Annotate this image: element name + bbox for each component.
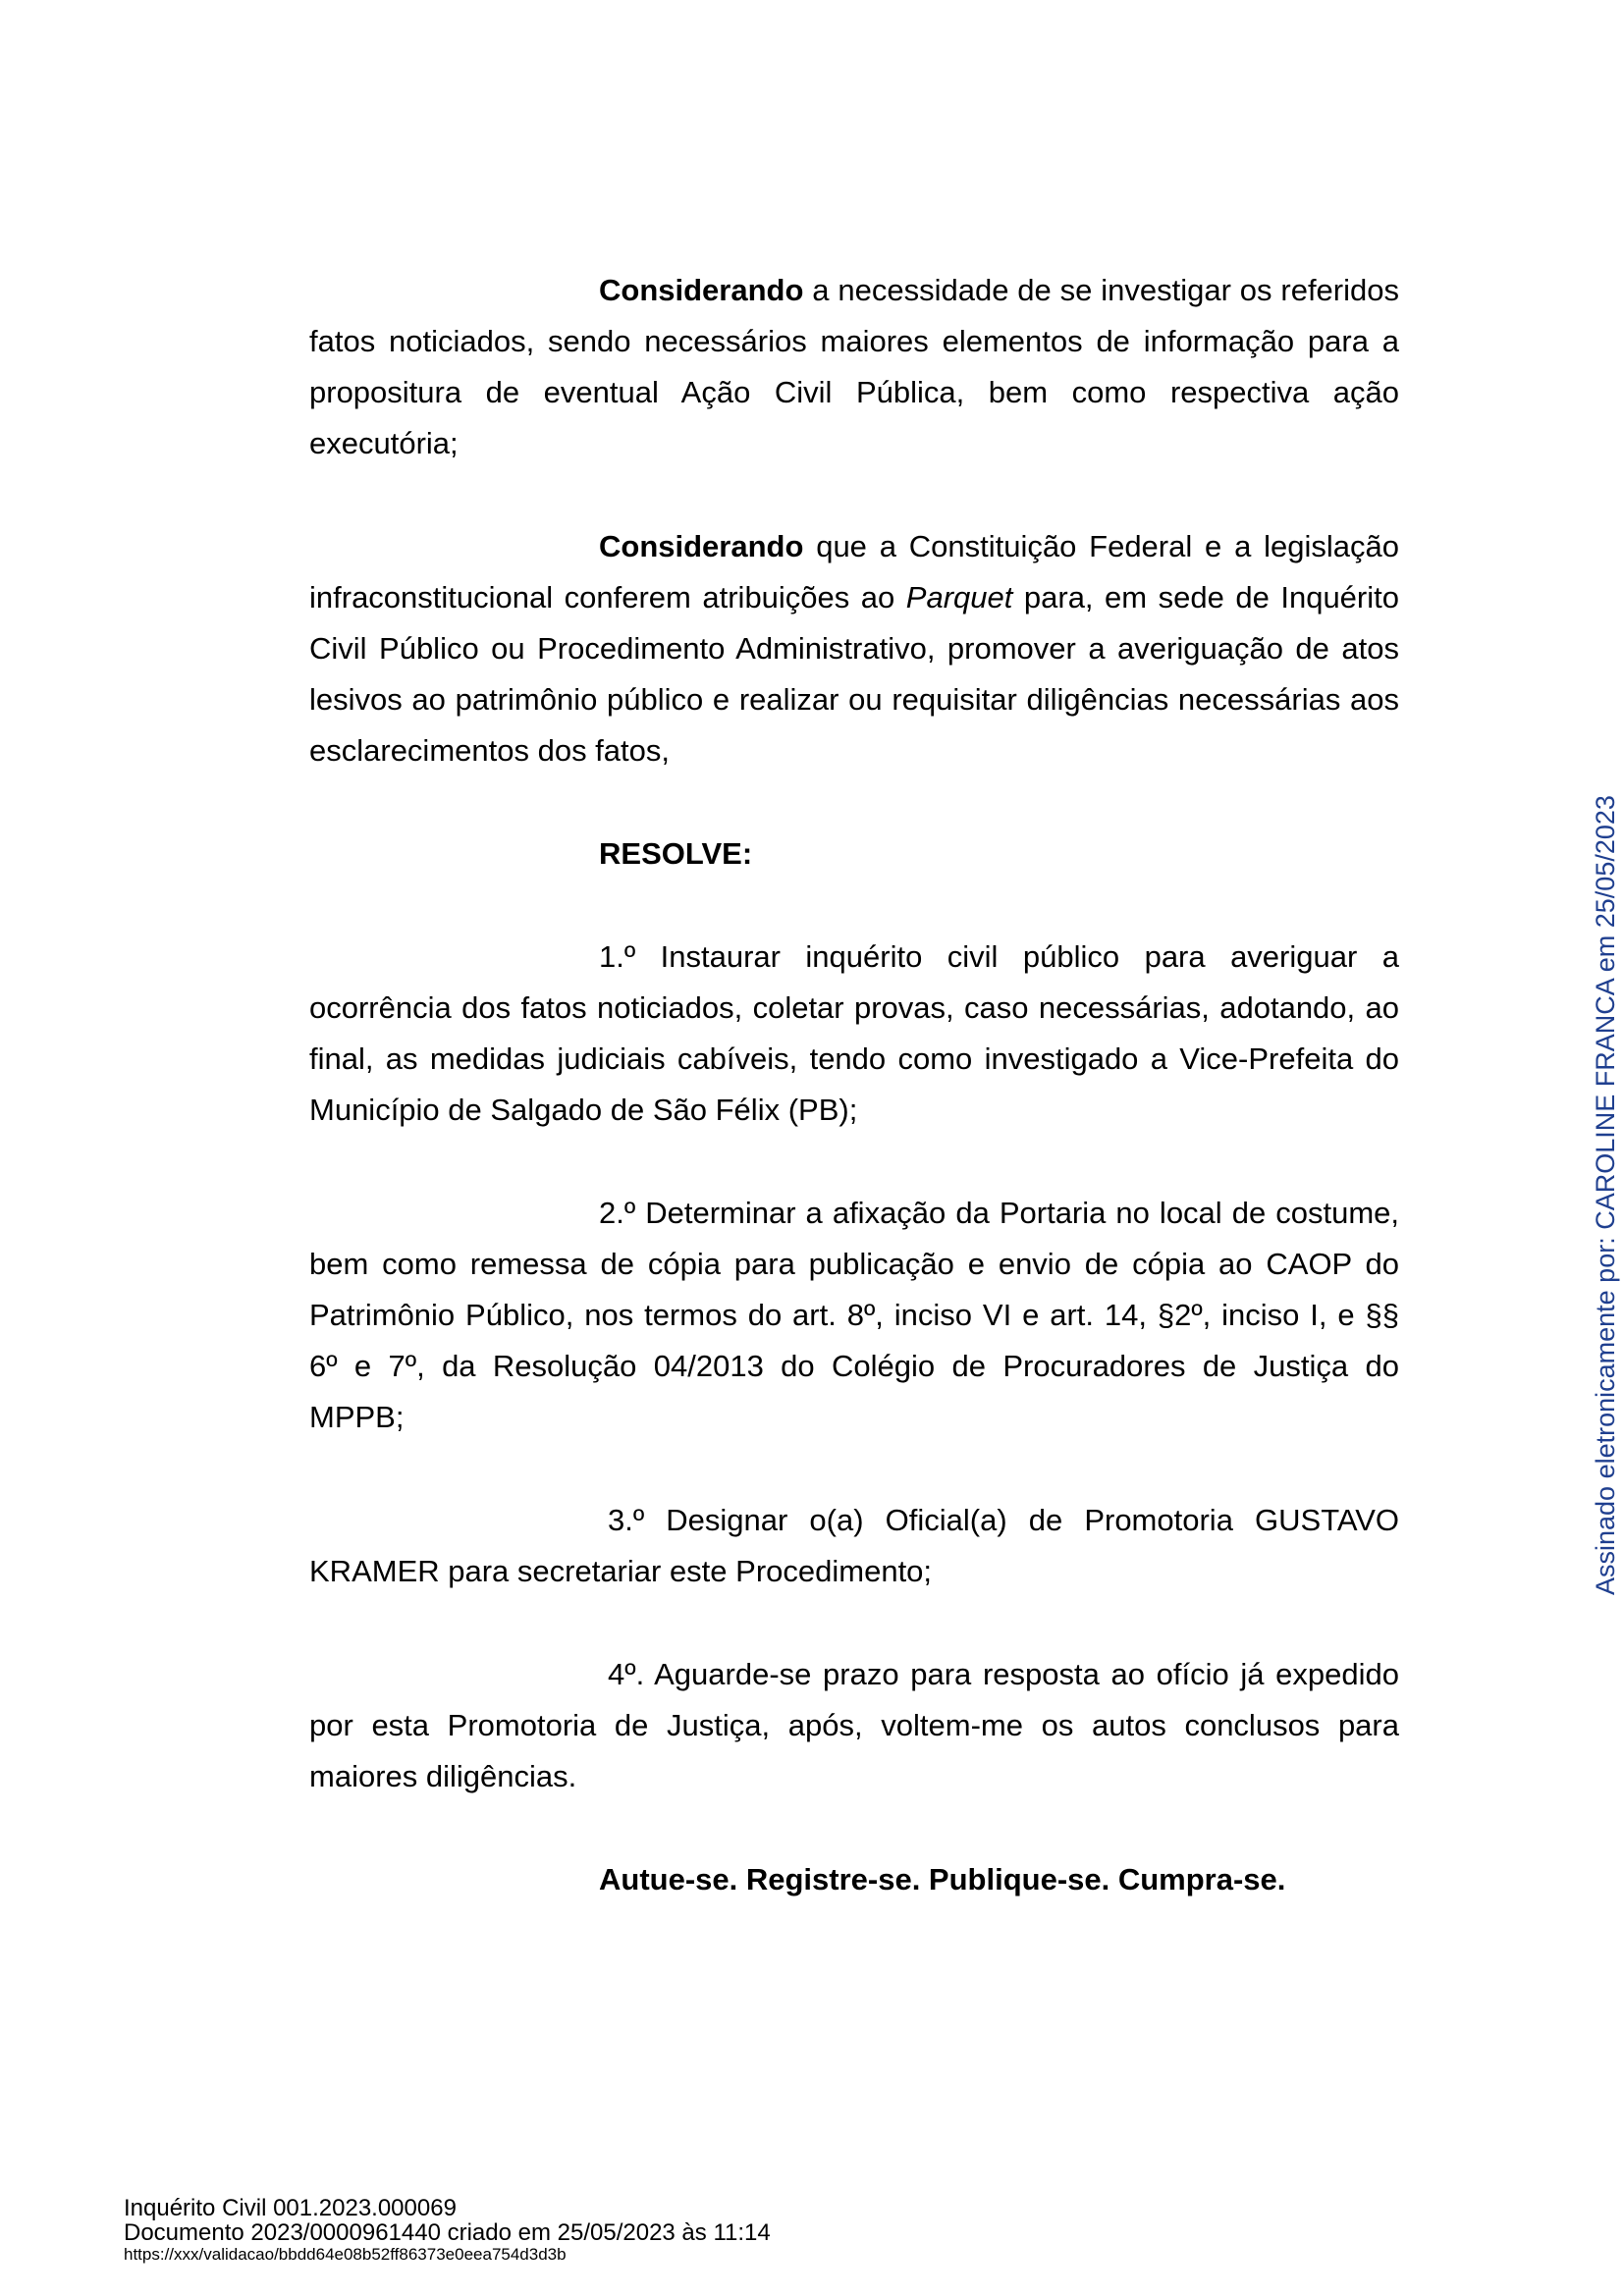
document-footer — [124, 2196, 771, 2265]
paragraph-considerando-2 — [309, 521, 1399, 776]
paragraph-2-text-a: que a Constituição Federal e a legislação infraconstitucional conferem atribuições ao — [309, 529, 1399, 614]
paragraph-1-text: a necessidade de se investigar os referidos fatos noticiados, sendo necessários maiores elementos de informação para a propositura de eventual Ação Civil Pública, bem como respectiva ação executória; — [309, 273, 1399, 460]
paragraph-2-text-b: para, em sede de Inquérito Civil Público ou Procedimento Administrativo, promover a averiguação de atos lesivos ao patrimônio público e realizar ou requisitar diligências necessárias aos esclarecimentos dos fatos, — [309, 580, 1399, 768]
considerando-lead-1: Considerando — [599, 273, 804, 307]
document-body — [309, 265, 1399, 1957]
resolution-item-4: 4º. Aguarde-se prazo para resposta ao ofício já expedido por esta Promotoria de Justiça, após, voltem-me os autos conclusos para maiores diligências. — [309, 1657, 1399, 1793]
electronic-signature-stamp: Assinado eletronicamente por: CAROLINE FRANCA em 25/05/2023 — [1591, 795, 1620, 1595]
paragraph-considerando-1 — [309, 265, 1399, 469]
resolve-heading: RESOLVE: — [599, 836, 753, 871]
footer-document-info: Documento 2023/0000961440 criado em 25/05/2023 às 11:14 — [124, 2219, 771, 2246]
resolution-item-2: 2.º Determinar a afixação da Portaria no local de costume, bem como remessa de cópia para publicação e envio de cópia ao CAOP do Patrimônio Público, nos termos do art. 8º, inciso VI e art. 14, §2º, inciso I, e §§ 6º e 7º, da Resolução 04/2013 do Colégio de Procuradores de Justiça do MPPB; — [309, 1196, 1399, 1434]
closing-statement: Autue-se. Registre-se. Publique-se. Cumpra-se. — [599, 1862, 1286, 1896]
resolution-item-1: 1.º Instaurar inquérito civil público para averiguar a ocorrência dos fatos noticiados, coletar provas, caso necessárias, adotando, ao final, as medidas judiciais cabíveis, tendo como investigado a Vice-Prefeita do Município de Salgado de São Félix (PB); — [309, 939, 1399, 1127]
parquet-term: Parquet — [905, 580, 1013, 614]
considerando-lead-2: Considerando — [599, 529, 804, 563]
footer-case-number: Inquérito Civil 001.2023.000069 — [124, 2195, 457, 2221]
footer-validation-url: https://xxx/validacao/bbdd64e08b52ff86373e0eea754d3d3b — [124, 2245, 567, 2264]
resolution-item-3: 3.º Designar o(a) Oficial(a) de Promotoria GUSTAVO KRAMER para secretariar este Procedimento; — [309, 1503, 1399, 1588]
